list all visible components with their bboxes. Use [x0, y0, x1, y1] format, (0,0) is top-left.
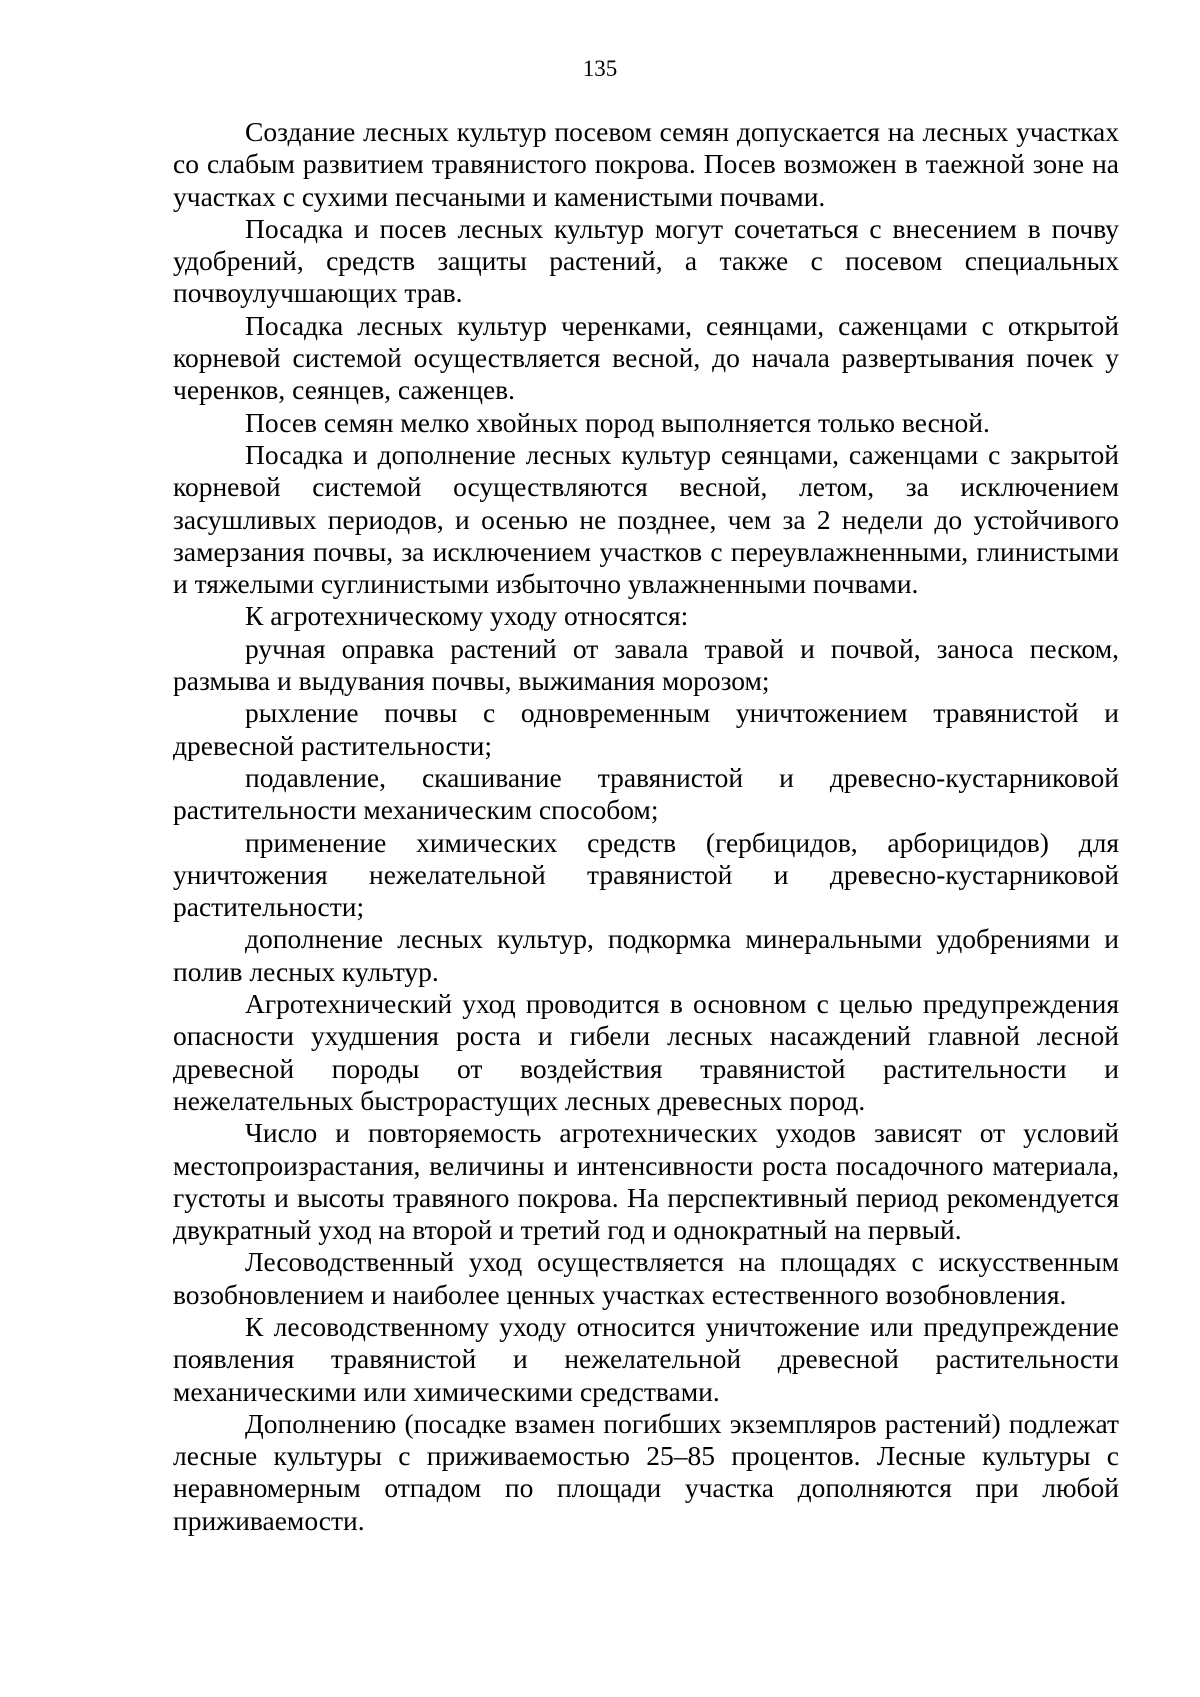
list-item: дополнение лесных культур, подкормка минеральными удобрениями и полив лесных культур. — [173, 923, 1119, 987]
list-item: применение химических средств (гербицидов, арборицидов) для уничтожения нежелательной травянистой и древесно-кустарниковой растительности; — [173, 826, 1119, 923]
paragraph: Посев семян мелко хвойных пород выполняется только весной. — [245, 406, 990, 438]
paragraph: Дополнению (посадке взамен погибших экземпляров растений) подлежат лесные культуры с приживаемостью 25–85 процентов. Лесные культуры с неравномерным отпадом по площади участка дополняются при любой приживаемости. — [173, 1407, 1119, 1536]
paragraph: Число и повторяемость агротехнических уходов зависят от условий местопроизрастания, величины и интенсивности роста посадочного материала, густоты и высоты травяного покрова. На перспективный период рекомендуется двукратный уход на второй и третий год и однократный на первый. — [173, 1117, 1119, 1246]
paragraph: Лесоводственный уход осуществляется на площадях с искусственным возобновлением и наиболее ценных участках естественного возобновления. — [173, 1246, 1119, 1310]
paragraph: Посадка и посев лесных культур могут сочетаться с внесением в почву удобрений, средств защиты растений, а также с посевом специальных почвоулучшающих трав. — [173, 212, 1119, 309]
paragraph: К лесоводственному уходу относится уничтожение или предупреждение появления травянистой и нежелательной древесной растительности механическими или химическими средствами. — [173, 1310, 1119, 1407]
list-item: подавление, скашивание травянистой и древесно-кустарниковой растительности механическим способом; — [173, 761, 1119, 826]
paragraph: К агротехническому уходу относятся: — [245, 600, 689, 632]
paragraph: Посадка и дополнение лесных культур сеянцами, саженцами с закрытой корневой системой осуществляются весной, летом, за исключением засушливых периодов, и осенью не позднее, чем за 2 недели до устойчивого замерзания почвы, за исключением участков с переувлажненными, глинистыми и тяжелыми суглинистыми избыточно увлажненными почвами. — [173, 438, 1119, 600]
page-number: 135 — [582, 56, 618, 81]
body-text — [173, 116, 1119, 1537]
list-item: рыхление почвы с одновременным уничтожением травянистой и древесной растительности; — [173, 697, 1119, 761]
paragraph: Агротехнический уход проводится в основном с целью предупреждения опасности ухудшения роста и гибели лесных насаждений главной лесной древесной породы от воздействия травянистой растительности и нежелательных быстрорастущих лесных древесных пород. — [173, 988, 1119, 1116]
paragraph: Создание лесных культур посевом семян допускается на лесных участках со слабым развитием травянистого покрова. Посев возможен в таежной зоне на участках с сухими песчаными и каменистыми почвами. — [173, 116, 1119, 212]
list-item: ручная оправка растений от завала травой и почвой, заноса песком, размыва и выдувания почвы, выжимания морозом; — [173, 632, 1119, 697]
paragraph: Посадка лесных культур черенками, сеянцами, саженцами с открытой корневой системой осуществляется весной, до начала развертывания почек у черенков, сеянцев, саженцев. — [173, 309, 1119, 406]
